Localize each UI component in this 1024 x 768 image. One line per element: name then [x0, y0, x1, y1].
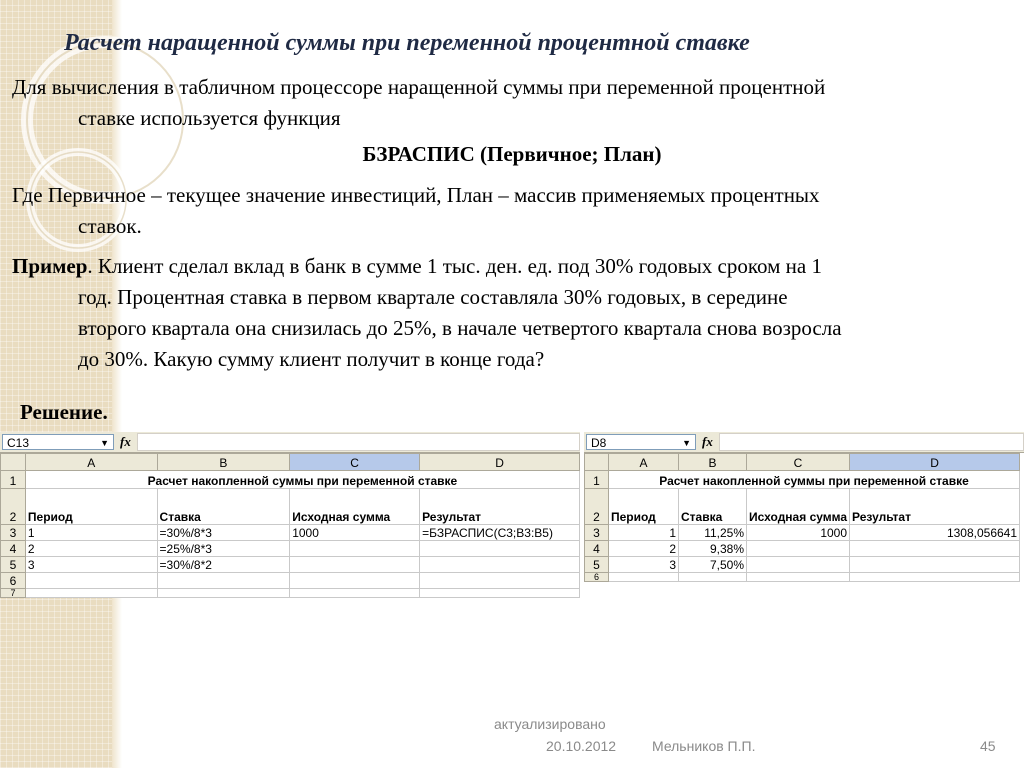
- cell[interactable]: [609, 573, 679, 582]
- footer-updated-label: актуализировано: [494, 716, 606, 732]
- chevron-down-icon[interactable]: ▼: [100, 438, 109, 448]
- cell[interactable]: [157, 589, 290, 598]
- intro-line-2: ставке используется функция: [78, 106, 341, 130]
- grid: [0, 453, 580, 598]
- column-header-c[interactable]: C: [747, 454, 850, 471]
- cell[interactable]: 1: [609, 525, 679, 541]
- column-header-d[interactable]: D: [850, 454, 1020, 471]
- cell[interactable]: 1308,056641: [850, 525, 1020, 541]
- column-header-b[interactable]: B: [157, 454, 290, 471]
- name-box[interactable]: [2, 434, 114, 450]
- header-cell-period[interactable]: Период: [609, 489, 679, 525]
- example-text: . Клиент сделал вклад в банк в сумме 1 тыс. ден. ед. под 30% годовых сроком на 1: [87, 254, 822, 278]
- header-cell-result[interactable]: Результат: [420, 489, 580, 525]
- cell[interactable]: 2: [609, 541, 679, 557]
- function-formula: БЗРАСПИС (Первичное; План): [362, 142, 662, 166]
- row-header-1[interactable]: 1: [585, 471, 609, 489]
- cell[interactable]: [420, 541, 580, 557]
- cell[interactable]: [290, 557, 420, 573]
- row-header-2[interactable]: 2: [585, 489, 609, 525]
- cell[interactable]: [850, 557, 1020, 573]
- cell[interactable]: [290, 589, 420, 598]
- select-all-corner[interactable]: [1, 454, 26, 471]
- definition-line-2: ставок.: [78, 214, 142, 238]
- formula-bar: [584, 432, 1024, 453]
- footer-author: Мельников П.П.: [652, 738, 756, 754]
- spreadsheet-formulas: [0, 432, 580, 598]
- slide-number: 45: [980, 738, 996, 754]
- cell[interactable]: [290, 541, 420, 557]
- header-cell-period[interactable]: Период: [25, 489, 157, 525]
- cell[interactable]: [747, 557, 850, 573]
- row-header-7[interactable]: 7: [1, 589, 26, 598]
- row-header-4[interactable]: 4: [585, 541, 609, 557]
- function-icon[interactable]: fx: [120, 434, 131, 449]
- function-icon[interactable]: fx: [702, 434, 713, 449]
- table-title-cell[interactable]: Расчет накопленной суммы при переменной ставке: [25, 471, 579, 489]
- cell[interactable]: [850, 573, 1020, 582]
- cell[interactable]: [290, 573, 420, 589]
- cell[interactable]: 3: [25, 557, 157, 573]
- row-header-3[interactable]: 3: [585, 525, 609, 541]
- row-header-2[interactable]: 2: [1, 489, 26, 525]
- cell[interactable]: [420, 573, 580, 589]
- cell[interactable]: 3: [609, 557, 679, 573]
- cell[interactable]: 2: [25, 541, 157, 557]
- cell[interactable]: =30%/8*2: [157, 557, 290, 573]
- name-box-value: D8: [591, 436, 607, 450]
- example-line-1: [12, 251, 1012, 282]
- intro-paragraph: [12, 72, 1012, 134]
- table-title-cell[interactable]: Расчет накопленной суммы при переменной ставке: [609, 471, 1020, 489]
- example-line-2: год. Процентная ставка в первом квартале составляла 30% годовых, в середине: [78, 285, 788, 309]
- intro-line-1: Для вычисления в табличном процессоре наращенной суммы при переменной процентной: [12, 75, 826, 99]
- cell[interactable]: 1000: [747, 525, 850, 541]
- grid: [584, 453, 1020, 582]
- cell[interactable]: 1000: [290, 525, 420, 541]
- formula-bar: [0, 432, 580, 453]
- cell[interactable]: [25, 573, 157, 589]
- column-header-a[interactable]: A: [25, 454, 157, 471]
- row-header-4[interactable]: 4: [1, 541, 26, 557]
- row-header-5[interactable]: 5: [585, 557, 609, 573]
- definition-line-1: Где Первичное – текущее значение инвестиций, План – массив применяемых процентных: [12, 183, 820, 207]
- row-header-5[interactable]: 5: [1, 557, 26, 573]
- example-line-4: до 30%. Какую сумму клиент получит в конце года?: [78, 347, 545, 371]
- formula-input[interactable]: [719, 433, 1024, 451]
- chevron-down-icon[interactable]: ▼: [682, 438, 691, 448]
- header-cell-initial-sum[interactable]: Исходная сумма: [290, 489, 420, 525]
- cell[interactable]: [25, 589, 157, 598]
- cell[interactable]: [420, 557, 580, 573]
- cell[interactable]: [747, 541, 850, 557]
- cell[interactable]: =БЗРАСПИС(C3;B3:B5): [420, 525, 580, 541]
- row-header-1[interactable]: 1: [1, 471, 26, 489]
- column-header-a[interactable]: A: [609, 454, 679, 471]
- cell[interactable]: 7,50%: [679, 557, 747, 573]
- cell[interactable]: 11,25%: [679, 525, 747, 541]
- header-cell-rate[interactable]: Ставка: [157, 489, 290, 525]
- formula-input[interactable]: [137, 433, 580, 451]
- column-header-d[interactable]: D: [420, 454, 580, 471]
- solution-label: Решение.: [20, 400, 108, 424]
- example-paragraph: [12, 251, 1012, 375]
- column-header-c[interactable]: C: [290, 454, 420, 471]
- header-cell-result[interactable]: Результат: [850, 489, 1020, 525]
- cell[interactable]: [747, 573, 850, 582]
- slide-title: Расчет наращенной суммы при переменной процентной ставке: [64, 30, 750, 56]
- example-line-3: второго квартала она снизилась до 25%, в начале четвертого квартала снова возросла: [78, 316, 842, 340]
- cell[interactable]: 1: [25, 525, 157, 541]
- footer-date: 20.10.2012: [546, 738, 617, 754]
- cell[interactable]: [679, 573, 747, 582]
- header-cell-initial-sum[interactable]: Исходная сумма: [747, 489, 850, 525]
- row-header-6[interactable]: 6: [585, 573, 609, 582]
- header-cell-rate[interactable]: Ставка: [679, 489, 747, 525]
- cell[interactable]: =25%/8*3: [157, 541, 290, 557]
- row-header-3[interactable]: 3: [1, 525, 26, 541]
- name-box-value: C13: [7, 436, 30, 450]
- cell[interactable]: [420, 589, 580, 598]
- cell[interactable]: [157, 573, 290, 589]
- column-header-b[interactable]: B: [679, 454, 747, 471]
- cell[interactable]: 9,38%: [679, 541, 747, 557]
- spreadsheet-values: [584, 432, 1024, 582]
- name-box[interactable]: [586, 434, 696, 450]
- example-label: Пример: [12, 254, 88, 278]
- row-header-6[interactable]: 6: [1, 573, 26, 589]
- definition-paragraph: [12, 180, 1012, 242]
- cell[interactable]: =30%/8*3: [157, 525, 290, 541]
- select-all-corner[interactable]: [585, 454, 609, 471]
- cell[interactable]: [850, 541, 1020, 557]
